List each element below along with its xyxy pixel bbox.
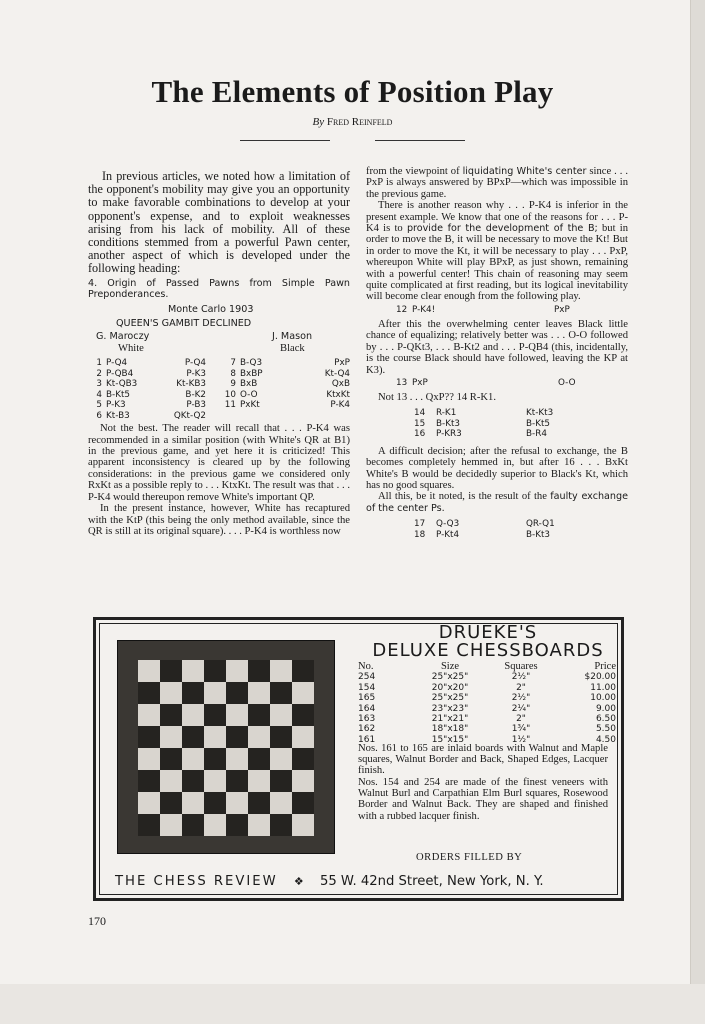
board-square bbox=[204, 748, 226, 770]
board-square bbox=[270, 792, 292, 814]
white-move: PxKt bbox=[240, 400, 260, 411]
board-square bbox=[138, 748, 160, 770]
move-number: 3 bbox=[96, 379, 102, 390]
board-square bbox=[292, 770, 314, 792]
board-square bbox=[138, 814, 160, 836]
price-header-cell: Size bbox=[440, 661, 460, 672]
author-name: Fred Reinfeld bbox=[326, 116, 393, 128]
white-move: B-Q3 bbox=[240, 358, 263, 369]
white-move: Q-Q3 bbox=[436, 519, 460, 530]
commentary-paragraph: Not the best. The reader will recall that . . . P-K4 was recommended in a similar position (with White's QR at B1) in the previous game, and yet here it is criticized! This apparent inconsistency is cleared up by the following considerations: in the previous game we considered only RxKt as a possible reply to . . . KtxKt. The result was that . . . P-K4 would thereupon remove White's important QP. bbox=[88, 423, 350, 503]
page-edge bbox=[690, 0, 705, 1024]
move-number: 17 bbox=[414, 519, 426, 530]
price-row bbox=[358, 683, 616, 693]
board-square bbox=[204, 770, 226, 792]
price-cell: 154 bbox=[358, 682, 376, 693]
publication-name: THE CHESS REVIEW bbox=[115, 874, 278, 889]
black-move: QKt-Q2 bbox=[173, 410, 206, 421]
black-label: Black bbox=[280, 343, 305, 355]
chessboard-image bbox=[117, 640, 335, 854]
move-number: 5 bbox=[96, 400, 102, 411]
board-square bbox=[138, 704, 160, 726]
board-square bbox=[226, 814, 248, 836]
ad-description-1: Nos. 161 to 165 are inlaid boards with Walnut and Maple squares, Walnut Border and Back, Shaped Edges, Lacquer finish. bbox=[358, 743, 608, 777]
price-header-cell: Squares bbox=[504, 661, 538, 672]
price-row bbox=[358, 714, 616, 724]
move-number: 7 bbox=[230, 358, 236, 369]
price-cell: 2¼" bbox=[511, 703, 531, 714]
board-square bbox=[160, 726, 182, 748]
ad-footer bbox=[115, 874, 544, 889]
black-move: P-Q4 bbox=[184, 358, 206, 369]
price-cell: 4.50 bbox=[595, 734, 616, 745]
price-cell: 20"x20" bbox=[431, 682, 469, 693]
board-square bbox=[204, 814, 226, 836]
board-square bbox=[204, 704, 226, 726]
move-row bbox=[88, 369, 350, 380]
rp5-bold: faulty exchange of the center Ps. bbox=[366, 491, 628, 514]
board-square bbox=[270, 814, 292, 836]
board-square bbox=[226, 726, 248, 748]
move-row bbox=[88, 379, 350, 390]
board-square bbox=[160, 770, 182, 792]
move-row bbox=[88, 358, 350, 369]
price-cell: 5.50 bbox=[595, 724, 616, 735]
move-row bbox=[88, 411, 350, 422]
board-square bbox=[182, 770, 204, 792]
board-square bbox=[270, 748, 292, 770]
price-cell: 25"x25" bbox=[431, 693, 469, 704]
move-number: 15 bbox=[414, 418, 426, 429]
move-row bbox=[88, 390, 350, 401]
black-move: P-K3 bbox=[186, 368, 206, 379]
board-square bbox=[270, 770, 292, 792]
title-rule-right bbox=[375, 140, 465, 141]
board-square bbox=[138, 792, 160, 814]
move-number: 9 bbox=[230, 379, 236, 390]
price-table bbox=[358, 662, 616, 745]
board-squares bbox=[138, 660, 314, 836]
right-column bbox=[366, 166, 628, 540]
board-square bbox=[226, 748, 248, 770]
price-cell: 15"x15" bbox=[431, 734, 469, 745]
board-square bbox=[182, 660, 204, 682]
note-13: Not 13 . . . QxP?? 14 R-K1. bbox=[378, 391, 496, 403]
board-square bbox=[160, 792, 182, 814]
publisher-address: 55 W. 42nd Street, New York, N. Y. bbox=[319, 874, 544, 889]
board-square bbox=[138, 726, 160, 748]
moves-table bbox=[88, 358, 350, 421]
title-rule-left bbox=[240, 140, 330, 141]
price-cell: 1¾" bbox=[511, 724, 531, 735]
price-cell: 2" bbox=[516, 714, 526, 725]
board-square bbox=[204, 682, 226, 704]
move-13 bbox=[366, 378, 628, 392]
price-cell: 165 bbox=[358, 693, 376, 704]
price-header-row bbox=[358, 662, 616, 672]
white-move: R-K1 bbox=[436, 408, 457, 419]
board-square bbox=[204, 726, 226, 748]
move-number bbox=[222, 411, 240, 422]
board-square bbox=[138, 660, 160, 682]
ad-description-2: Nos. 154 and 254 are made of the finest veneers with Walnut Burl and Carpathian Elm Burl squares, Rosewood Border and Walnut Back. They are shaped and finished with a rubbed lacquer finish. bbox=[358, 777, 608, 822]
move-row bbox=[88, 400, 350, 411]
black-move bbox=[300, 411, 350, 422]
board-square bbox=[248, 770, 270, 792]
board-square bbox=[270, 704, 292, 726]
black-move: P-B3 bbox=[186, 400, 206, 411]
black-move: QxB bbox=[331, 379, 350, 390]
board-square bbox=[182, 814, 204, 836]
left-column bbox=[88, 170, 350, 537]
price-cell: 11.00 bbox=[590, 682, 616, 693]
move-13-white: PxP bbox=[412, 377, 428, 388]
rp2-c: but in order to move the B, it will be necessary to move the Kt! But in order to move the Kt, it will be necessary to play . . . PxP, whereupon White will play BPxP, as just shown, remaining with a powerful center! This chain of reasoning may seem quite complicated at first reading, but its logical inevitability will become clear enough from the following play. bbox=[366, 223, 628, 303]
white-move: P-Kt4 bbox=[436, 529, 460, 540]
white-move: P-KR3 bbox=[436, 429, 462, 440]
scan-bottom-margin bbox=[0, 984, 705, 1024]
board-square bbox=[182, 704, 204, 726]
white-move: O-O bbox=[240, 389, 258, 400]
move-row bbox=[414, 519, 594, 530]
board-square bbox=[226, 770, 248, 792]
move-number: 10 bbox=[224, 389, 236, 400]
white-move bbox=[240, 411, 300, 422]
orders-filled-by: ORDERS FILLED BY bbox=[416, 852, 523, 863]
price-row bbox=[358, 724, 616, 734]
price-cell: 9.00 bbox=[595, 703, 616, 714]
article-title: The Elements of Position Play bbox=[151, 74, 554, 109]
price-cell: 162 bbox=[358, 724, 376, 735]
price-row bbox=[358, 693, 616, 703]
board-square bbox=[226, 704, 248, 726]
move-12-black: PxP bbox=[554, 304, 570, 315]
board-square bbox=[182, 792, 204, 814]
move-number: 14 bbox=[414, 408, 426, 419]
board-square bbox=[248, 682, 270, 704]
move-13-number: 13 bbox=[396, 377, 408, 388]
board-square bbox=[248, 792, 270, 814]
price-cell: 1½" bbox=[511, 734, 531, 745]
moves-table-3 bbox=[414, 519, 594, 540]
board-square bbox=[292, 704, 314, 726]
rp1-c: since . . . PxP is always answered by BPxP—which was impossible in the previous game. bbox=[366, 166, 628, 200]
byline-prefix: By bbox=[312, 116, 325, 128]
move-12-white: P-K4! bbox=[412, 304, 436, 315]
right-paragraph-3: After this the overwhelming center leaves Black little chance of equalizing; relatively better was . . . O-O followed by . . . P-QKt3, . . . B-Kt2 and . . . P-QB4 (this, incidentally, is the course Black should have followed, leaving the KP at K3). bbox=[366, 318, 628, 376]
board-square bbox=[292, 792, 314, 814]
board-square bbox=[270, 682, 292, 704]
price-cell: 164 bbox=[358, 703, 376, 714]
board-square bbox=[248, 660, 270, 682]
right-paragraph-2 bbox=[366, 200, 628, 303]
white-move: Kt-B3 bbox=[106, 410, 130, 421]
moves-table-2 bbox=[414, 408, 594, 440]
board-square bbox=[160, 704, 182, 726]
black-move: Kt-KB3 bbox=[176, 379, 206, 390]
commentary-paragraph-2: In the present instance, however, White has recaptured with the KtP (this being the only method available, since the QR is still at its original square). . . . P-K4 is worthless now bbox=[88, 503, 350, 537]
ad-title-line-1: DRUEKE'S bbox=[438, 622, 538, 643]
black-move: B-K2 bbox=[185, 389, 206, 400]
board-square bbox=[292, 660, 314, 682]
move-row bbox=[414, 408, 594, 419]
price-cell: 2" bbox=[516, 682, 526, 693]
white-move: B-Kt5 bbox=[106, 389, 131, 400]
chessboard-svg bbox=[118, 641, 334, 853]
move-12 bbox=[366, 305, 628, 319]
rp1-bold: liquidating White's center bbox=[462, 166, 587, 177]
board-square bbox=[138, 682, 160, 704]
price-cell: 254 bbox=[358, 672, 376, 683]
move-row bbox=[414, 530, 594, 541]
move-number: 1 bbox=[96, 358, 102, 369]
move-number: 11 bbox=[224, 400, 236, 411]
black-move: KtxKt bbox=[326, 389, 350, 400]
price-cell: 10.00 bbox=[590, 693, 616, 704]
board-square bbox=[248, 726, 270, 748]
price-cell: 6.50 bbox=[595, 714, 616, 725]
board-square bbox=[182, 748, 204, 770]
board-square bbox=[204, 660, 226, 682]
board-square bbox=[292, 726, 314, 748]
right-paragraph-1 bbox=[366, 166, 628, 200]
board-square bbox=[160, 682, 182, 704]
price-header-cell: No. bbox=[358, 661, 374, 672]
board-square bbox=[182, 726, 204, 748]
board-square bbox=[160, 748, 182, 770]
board-square bbox=[270, 726, 292, 748]
intro-paragraph: In previous articles, we noted how a limitation of the opponent's mobility may give you an opportunity to make favorable combinations to develop at your opponent's expense, and to exploit weaknesses arising from his lack of mobility. All of these conditions stemmed from a powerful Pawn center, another aspect of which is developed under the following heading: bbox=[88, 169, 350, 276]
black-move: Kt-Kt3 bbox=[526, 408, 554, 419]
price-cell: 25"x25" bbox=[431, 672, 469, 683]
move-number: 8 bbox=[230, 368, 236, 379]
price-row bbox=[358, 704, 616, 714]
board-square bbox=[226, 792, 248, 814]
price-cell: 18"x18" bbox=[431, 724, 469, 735]
black-move: QR-Q1 bbox=[526, 519, 555, 530]
opening-name: QUEEN'S GAMBIT DECLINED bbox=[116, 317, 252, 329]
section-heading: 4. Origin of Passed Pawns from Simple Pawn Preponderances. bbox=[88, 277, 350, 301]
price-header-cell: Price bbox=[594, 661, 616, 672]
black-player: J. Mason bbox=[272, 331, 313, 343]
board-square bbox=[226, 660, 248, 682]
move-number: 18 bbox=[414, 529, 426, 540]
board-square bbox=[160, 814, 182, 836]
black-move: B-R4 bbox=[526, 429, 547, 440]
board-square bbox=[248, 704, 270, 726]
price-cell: 161 bbox=[358, 734, 376, 745]
right-paragraph-4: A difficult decision; after the refusal to exchange, the B becomes completely hemmed in, but after 16 . . . BxKt White's B would be decidedly superior to Black's Kt, which has no good squares. bbox=[366, 445, 628, 492]
black-move: B-Kt5 bbox=[526, 418, 551, 429]
board-square bbox=[248, 748, 270, 770]
board-square bbox=[160, 660, 182, 682]
price-cell: 2½" bbox=[511, 693, 531, 704]
white-move: BxBP bbox=[240, 368, 263, 379]
right-paragraph-5 bbox=[366, 491, 628, 514]
players-row bbox=[88, 331, 350, 355]
rp1-a: from the viewpoint of bbox=[366, 166, 463, 177]
black-move: P-K4 bbox=[330, 400, 350, 411]
move-row bbox=[414, 429, 594, 440]
price-cell: 21"x21" bbox=[431, 714, 469, 725]
black-move: Kt-Q4 bbox=[324, 368, 350, 379]
event-name: Monte Carlo 1903 bbox=[168, 304, 254, 316]
board-square bbox=[292, 682, 314, 704]
board-square bbox=[226, 682, 248, 704]
move-12-number: 12 bbox=[396, 304, 408, 315]
move-13-black: O-O bbox=[558, 377, 576, 388]
price-row bbox=[358, 672, 616, 682]
white-label: White bbox=[118, 343, 144, 355]
price-cell: 163 bbox=[358, 714, 376, 725]
board-square bbox=[204, 792, 226, 814]
white-move: P-Q4 bbox=[106, 358, 128, 369]
board-square bbox=[248, 814, 270, 836]
board-square bbox=[182, 682, 204, 704]
price-cell: 2½" bbox=[511, 672, 531, 683]
price-cell: 23"x23" bbox=[431, 703, 469, 714]
white-move: BxB bbox=[240, 379, 258, 390]
move-number: 2 bbox=[96, 368, 102, 379]
white-move: P-K3 bbox=[106, 400, 126, 411]
price-cell: $20.00 bbox=[584, 672, 616, 683]
move-number: 4 bbox=[96, 389, 102, 400]
ad-title-line-2: DELUXE CHESSBOARDS bbox=[372, 640, 604, 661]
separator-ornament: ❖ bbox=[293, 875, 304, 888]
move-number: 16 bbox=[414, 429, 426, 440]
move-row bbox=[414, 419, 594, 430]
board-square bbox=[292, 748, 314, 770]
board-square bbox=[292, 814, 314, 836]
board-square bbox=[270, 660, 292, 682]
rp5-a: All this, be it noted, is the result of the bbox=[378, 491, 551, 503]
rp2-a: There is another reason why . . . P-K4 is inferior in the present example. We know that one of the reasons for . . . P-K4 is to bbox=[366, 200, 628, 235]
white-move: Kt-QB3 bbox=[106, 379, 138, 390]
white-move: P-QB4 bbox=[106, 368, 134, 379]
page-number: 170 bbox=[88, 914, 106, 928]
move-number: 6 bbox=[96, 410, 102, 421]
byline bbox=[0, 116, 705, 128]
white-player: G. Maroczy bbox=[96, 331, 150, 343]
rp2-bold: provide for the development of the B; bbox=[406, 223, 598, 235]
board-square bbox=[138, 770, 160, 792]
black-move: B-Kt3 bbox=[526, 529, 551, 540]
white-move: B-Kt3 bbox=[436, 418, 461, 429]
black-move: PxP bbox=[334, 358, 350, 369]
